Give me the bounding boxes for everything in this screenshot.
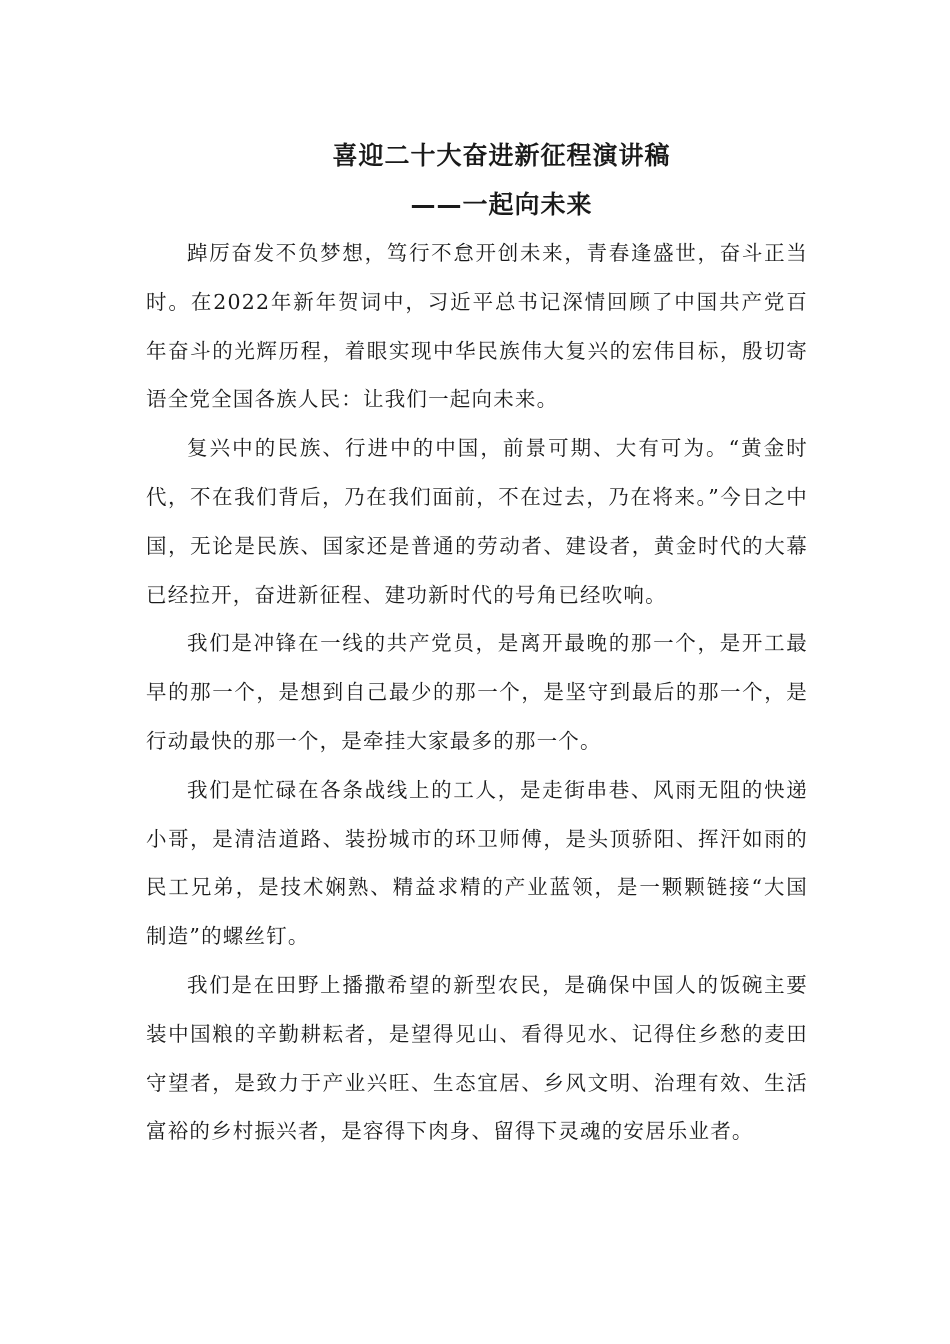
document-title: 喜迎二十大奋进新征程演讲稿 bbox=[332, 141, 671, 170]
paragraph: 我们是在田野上播撒希望的新型农民，是确保中国人的饭碗主要装中国粮的辛勤耕耘者，是望得见山、看得见水、记得住乡愁的麦田守望者，是致力于产业兴旺、生态宜居、乡风文明、治理有效、生活富裕的乡村振兴者，是容得下肉身、留得下灵魂的安居乐业者。 bbox=[146, 972, 808, 1144]
paragraph: 踔厉奋发不负梦想，笃行不怠开创未来，青春逢盛世，奋斗正当时。在2022年新年贺词中，习近平总书记深情回顾了中国共产党百年奋斗的光辉历程，着眼实现中华民族伟大复兴的宏伟目标，殷切寄语全党全国各族人民：让我们一起向未来。 bbox=[146, 241, 808, 412]
paragraph: 复兴中的民族、行进中的中国，前景可期、大有可为。“黄金时代，不在我们背后，乃在我们面前，不在过去，乃在将来。”今日之中国，无论是民族、国家还是普通的劳动者、建设者，黄金时代的大幕已经拉开，奋进新征程、建功新时代的号角已经吹响。 bbox=[146, 436, 808, 607]
paragraph: 我们是忙碌在各条战线上的工人，是走街串巷、风雨无阻的快递小哥，是清洁道路、装扮城市的环卫师傅，是头顶骄阳、挥汗如雨的民工兄弟，是技术娴熟、精益求精的产业蓝领，是一颗颗链接“大国制造”的螺丝钉。 bbox=[146, 777, 808, 949]
document-subtitle: ——一起向未来 bbox=[410, 190, 593, 219]
paragraph: 我们是冲锋在一线的共产党员，是离开最晚的那一个，是开工最早的那一个，是想到自己最少的那一个，是坚守到最后的那一个，是行动最快的那一个，是牵挂大家最多的那一个。 bbox=[146, 631, 808, 753]
document-body bbox=[146, 229, 808, 1156]
